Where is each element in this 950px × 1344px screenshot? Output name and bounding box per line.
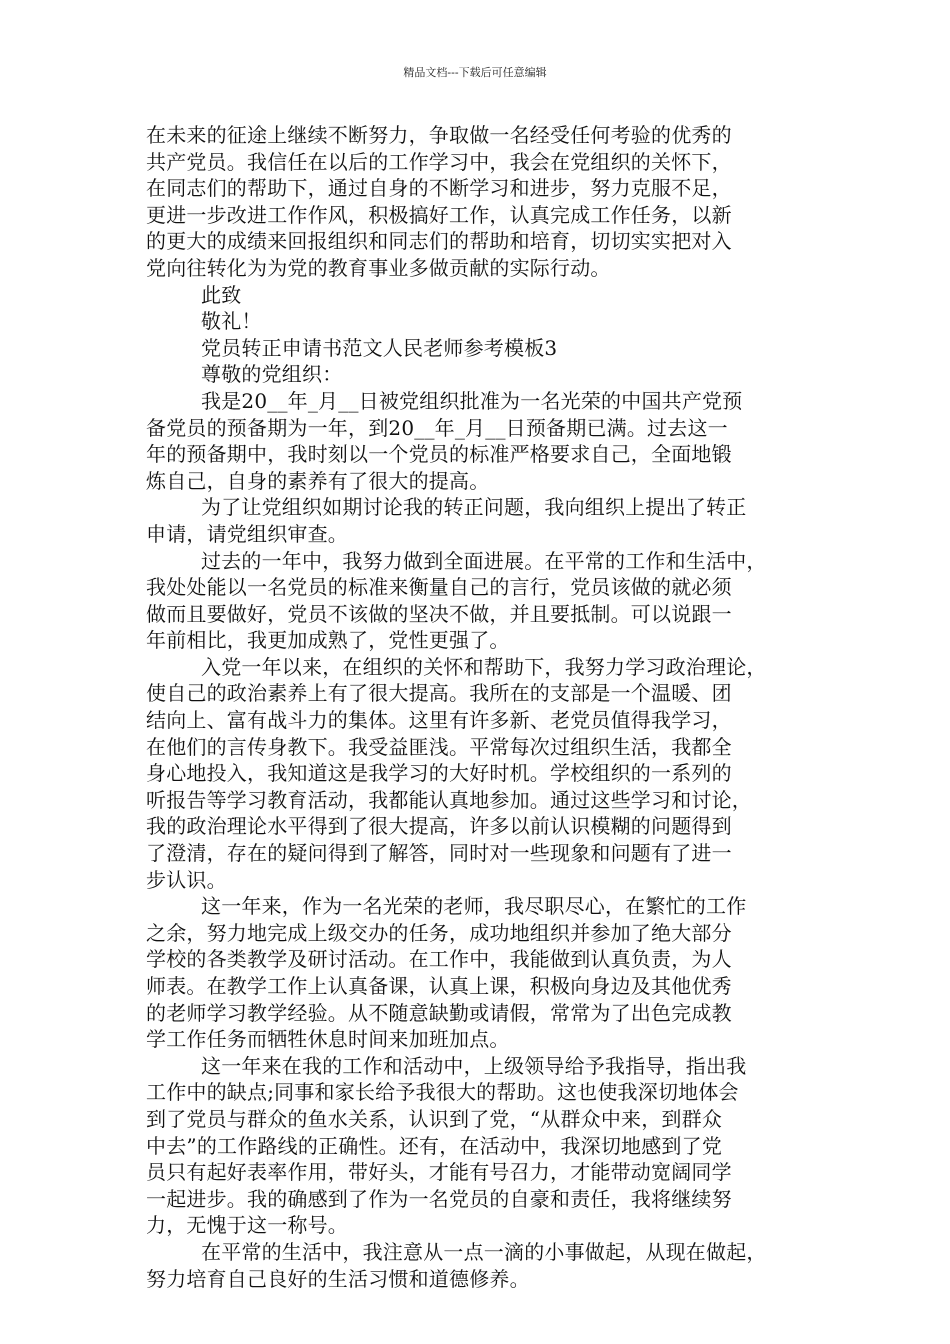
text-line: 党员转正申请书范文人民老师参考模板3: [201, 335, 558, 360]
text-line: 在同志们的帮助下，通过自身的不断学习和进步，努力克服不足，: [146, 176, 732, 201]
text-line: 工作中的缺点;同事和家长给予我很大的帮助。这也使我深切地体会: [146, 1080, 739, 1105]
text-line: 的更大的成绩来回报组织和同志们的帮助和培育，切切实实把对入: [146, 229, 732, 254]
text-line: 学校的各类教学及研讨活动。在工作中，我能做到认真负责，为人: [146, 947, 732, 972]
text-line: 做而且要做好，党员不该做的坚决不做，并且要抵制。可以说跟一: [146, 601, 732, 626]
text-line: 听报告等学习教育活动，我都能认真地参加。通过这些学习和讨论，: [146, 787, 752, 812]
text-line: 中去”的工作路线的正确性。还有，在活动中，我深切地感到了党: [146, 1133, 723, 1158]
page-header: 精品文档---下载后可任意编辑: [403, 66, 547, 79]
text-line: 敬礼！: [201, 309, 262, 334]
text-line: 步认识。: [146, 867, 227, 892]
text-line: 使自己的政治素养上有了很大提高。我所在的支部是一个温暖、团: [146, 681, 732, 706]
text-line: 的老师学习教学经验。从不随意缺勤或请假，常常为了出色完成教: [146, 1000, 732, 1025]
text-line: 这一年来在我的工作和活动中，上级领导给予我指导，指出我: [201, 1053, 747, 1078]
text-line: 努力培育自己良好的生活习惯和道德修养。: [146, 1266, 530, 1291]
text-line: 为了让党组织如期讨论我的转正问题，我向组织上提出了转正: [201, 495, 747, 520]
text-line: 到了党员与群众的鱼水关系，认识到了党，“从群众中来，到群众: [146, 1106, 723, 1131]
text-line: 我的政治理论水平得到了很大提高，许多以前认识模糊的问题得到: [146, 814, 732, 839]
text-line: 这一年来，作为一名光荣的老师，我尽职尽心，在繁忙的工作: [201, 894, 747, 919]
text-line: 在平常的生活中，我注意从一点一滴的小事做起，从现在做起，: [201, 1239, 767, 1264]
text-line: 之余，努力地完成上级交办的任务，成功地组织并参加了绝大部分: [146, 920, 732, 945]
text-line: 结向上、富有战斗力的集体。这里有许多新、老党员值得我学习，: [146, 708, 732, 733]
document-body: [146, 122, 828, 1292]
text-line: 员只有起好表率作用，带好头，才能有号召力，才能带动宽阔同学: [146, 1160, 732, 1185]
text-line: 党向往转化为为党的教育事业多做贡献的实际行动。: [146, 255, 611, 280]
text-line: 了澄清，存在的疑问得到了解答，同时对一些现象和问题有了进一: [146, 841, 732, 866]
text-line: 年前相比，我更加成熟了，党性更强了。: [146, 628, 510, 653]
text-line: 学工作任务而牺牲休息时间来加班加点。: [146, 1027, 510, 1052]
text-line: 更进一步改进工作作风，积极搞好工作，认真完成工作任务，以新: [146, 202, 732, 227]
text-line: 师表。在教学工作上认真备课，认真上课，积极向身边及其他优秀: [146, 974, 732, 998]
text-line: 备党员的预备期为一年，到20__年_月__日预备期已满。过去这一: [146, 415, 728, 440]
text-line: 我处处能以一名党员的标准来衡量自己的言行，党员该做的就必须: [146, 575, 732, 600]
text-line: 我是20__年_月__日被党组织批准为一名光荣的中国共产党预: [201, 388, 743, 413]
text-line: 在未来的征途上继续不断努力，争取做一名经受任何考验的优秀的: [146, 123, 732, 147]
text-line: 入党一年以来，在组织的关怀和帮助下，我努力学习政治理论，: [201, 654, 767, 679]
text-line: 过去的一年中，我努力做到全面进展。在平常的工作和生活中，: [201, 548, 767, 573]
text-line: 此致: [201, 282, 242, 307]
text-line: 申请，请党组织审查。: [146, 521, 348, 546]
text-line: 尊敬的党组织：: [201, 362, 343, 387]
text-line: 身心地投入，我知道这是我学习的大好时机。学校组织的一系列的: [146, 761, 732, 786]
text-line: 共产党员。我信任在以后的工作学习中，我会在党组织的关怀下，: [146, 149, 732, 174]
text-line: 力，无愧于这一称号。: [146, 1213, 348, 1238]
text-line: 一起进步。我的确感到了作为一名党员的自豪和责任，我将继续努: [146, 1186, 732, 1211]
text-line: 年的预备期中，我时刻以一个党员的标准严格要求自己，全面地锻: [146, 442, 732, 467]
text-line: 在他们的言传身教下。我受益匪浅。平常每次过组织生活，我都全: [146, 734, 732, 759]
text-line: 炼自己，自身的素养有了很大的提高。: [146, 468, 490, 493]
